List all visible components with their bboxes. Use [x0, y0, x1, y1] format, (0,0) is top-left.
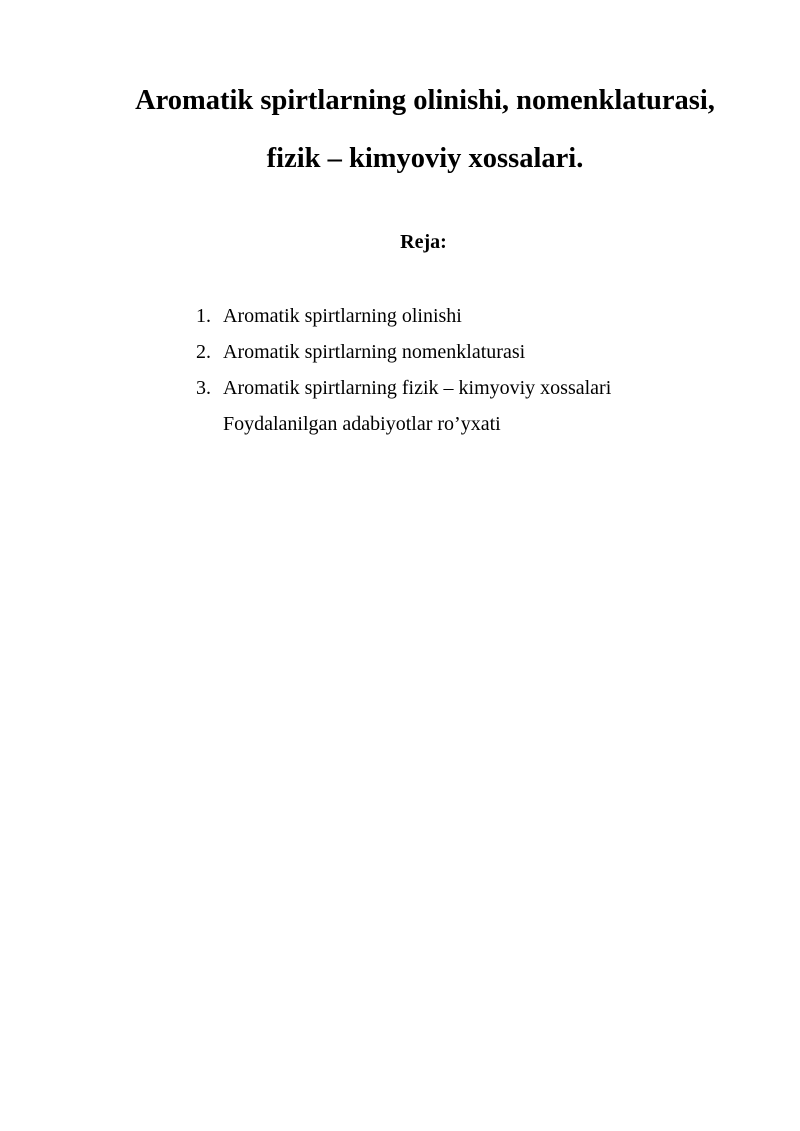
- plan-item-1: [196, 302, 611, 338]
- plan-item-3: [196, 374, 611, 410]
- plan-item-text: Foydalanilgan adabiyotlar ro’yxati: [223, 413, 501, 435]
- title-line-2: fizik – kimyoviy xossalari.: [266, 143, 584, 174]
- plan-item-text: Aromatik spirtlarning fizik – kimyoviy xossalari: [223, 377, 612, 399]
- plan-item-number: [196, 410, 223, 446]
- plan-item-number: 1.: [196, 305, 211, 327]
- document-title: [0, 72, 800, 188]
- plan-heading: Reja:: [400, 231, 447, 253]
- title-line-1: Aromatik spirtlarning olinishi, nomenklaturasi,: [135, 85, 715, 116]
- plan-item-text: Aromatik spirtlarning nomenklaturasi: [223, 341, 526, 363]
- plan-item-number: 2.: [196, 341, 211, 363]
- plan-item-text: Aromatik spirtlarning olinishi: [223, 305, 462, 327]
- plan-list: [196, 302, 611, 446]
- plan-item-number: 3.: [196, 377, 211, 399]
- plan-item-2: [196, 338, 611, 374]
- plan-item-references: [196, 410, 611, 446]
